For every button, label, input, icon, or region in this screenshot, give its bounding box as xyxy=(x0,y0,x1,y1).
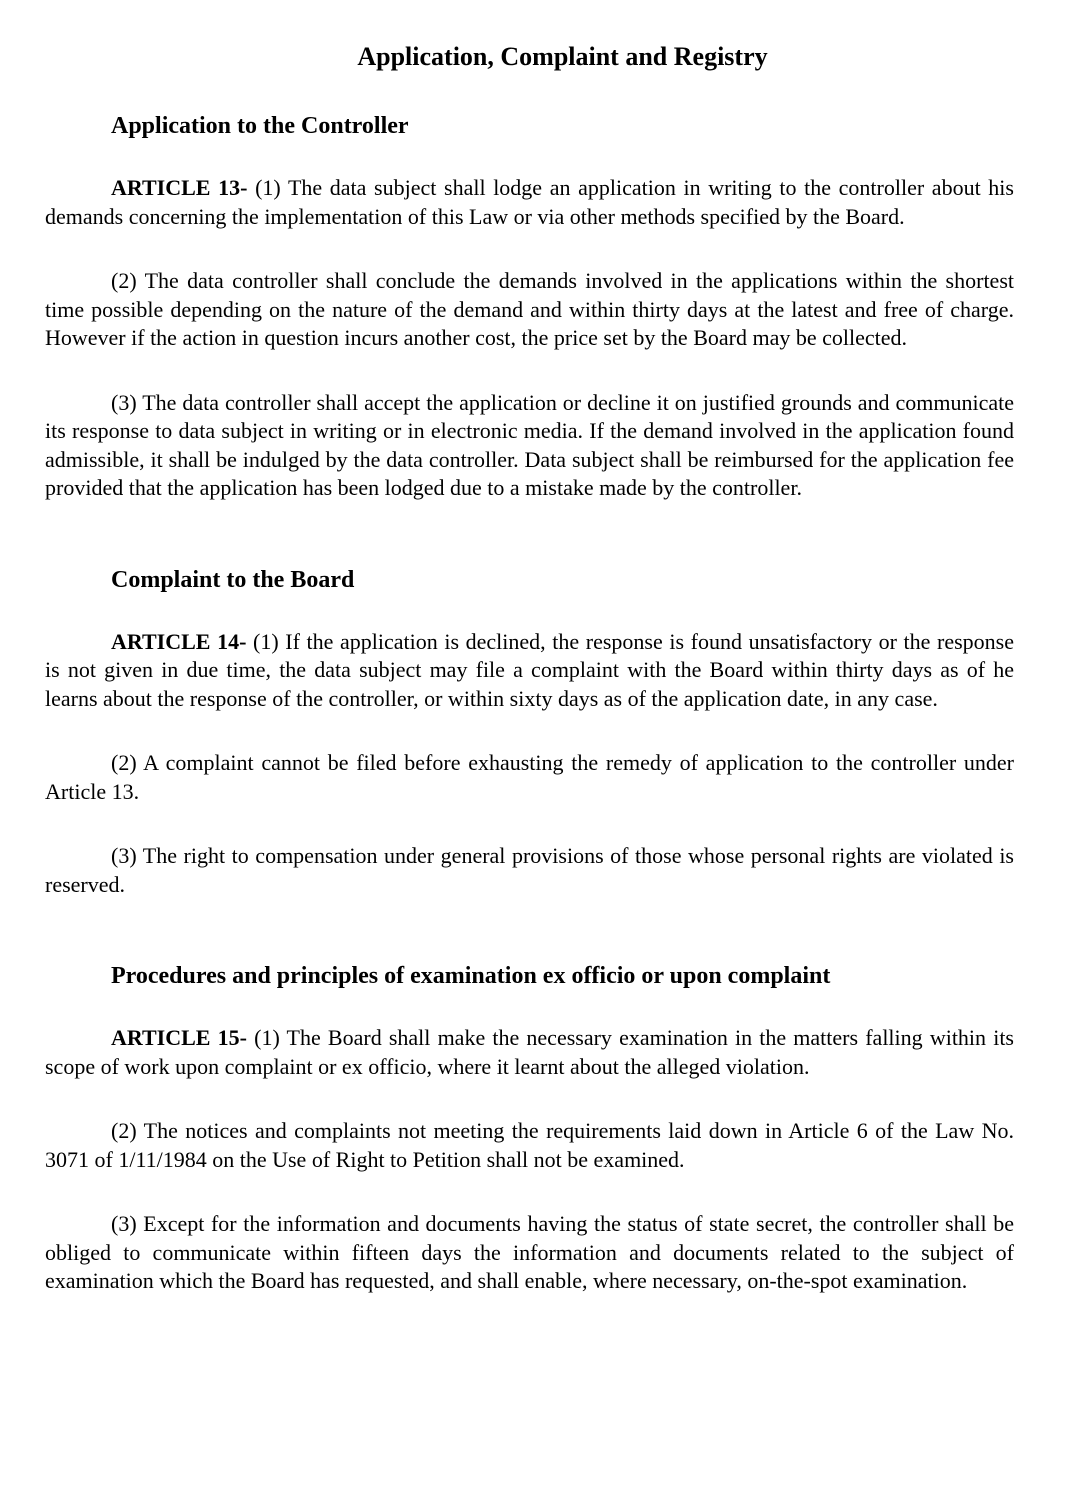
paragraph-text: (2) The notices and complaints not meeting the requirements laid down in Article 6 of the Law No. 3071 of 1/11/1984 on the Use of Right to Petition shall not be examined. xyxy=(45,1118,1014,1172)
paragraph-text: (3) Except for the information and documents having the status of state secret, the controller shall be obliged to communicate within fifteen days the information and documents related to the subject of examination which the Board has requested, and shall enable, where necessary, on-the-spot examination. xyxy=(45,1211,1014,1293)
section-complaint-to-board xyxy=(45,565,1014,900)
paragraph-text: (1) The data subject shall lodge an application in writing to the controller about his demands concerning the implementation of this Law or via other methods specified by the Board. xyxy=(45,175,1014,229)
section-heading: Procedures and principles of examination ex officio or upon complaint xyxy=(111,963,831,989)
section-heading: Complaint to the Board xyxy=(111,566,355,593)
article-label: ARTICLE 13- xyxy=(111,175,256,200)
paragraph xyxy=(45,1117,1014,1174)
paragraph xyxy=(45,1024,1014,1081)
article-label: ARTICLE 14- xyxy=(111,628,254,654)
section-application-to-controller xyxy=(45,111,1014,503)
article-label: ARTICLE 15- xyxy=(111,1025,255,1050)
paragraph-text: (3) The right to compensation under general provisions of those whose personal rights are violated is reserved. xyxy=(45,843,1014,897)
paragraph xyxy=(45,174,1014,231)
paragraph-text: (2) A complaint cannot be filed before exhausting the remedy of application to the controller under Article 13. xyxy=(45,750,1014,804)
paragraph-text: (1) If the application is declined, the response is found unsatisfactory or the response is not given in due time, the data subject may file a complaint with the Board within thirty days as of he learns about the response of the controller, or within sixty days as of the application date, in any case. xyxy=(45,628,1014,711)
paragraph xyxy=(45,628,1014,714)
paragraph xyxy=(45,842,1014,899)
section-examination-procedures xyxy=(45,961,1014,1296)
section-heading: Application to the Controller xyxy=(111,113,409,139)
document-title: Application, Complaint and Registry xyxy=(357,42,768,71)
paragraph xyxy=(45,1210,1014,1296)
paragraph-text: (1) The Board shall make the necessary examination in the matters falling within its scope of work upon complaint or ex officio, where it learnt about the alleged violation. xyxy=(45,1025,1014,1079)
paragraph xyxy=(45,389,1014,503)
paragraph xyxy=(45,267,1014,353)
paragraph-text: (3) The data controller shall accept the application or decline it on justified grounds and communicate its response to data subject in writing or in electronic media. If the demand involved in the application found admissible, it shall be indulged by the data controller. Data subject shall be reimbursed for the application fee provided that the application has been lodged due to a mistake made by the controller. xyxy=(45,389,1014,500)
paragraph xyxy=(45,749,1014,806)
paragraph-text: (2) The data controller shall conclude the demands involved in the applications within the shortest time possible depending on the nature of the demand and within thirty days at the latest and free of charge. However if the action in question incurs another cost, the price set by the Board may be collected. xyxy=(45,268,1014,350)
